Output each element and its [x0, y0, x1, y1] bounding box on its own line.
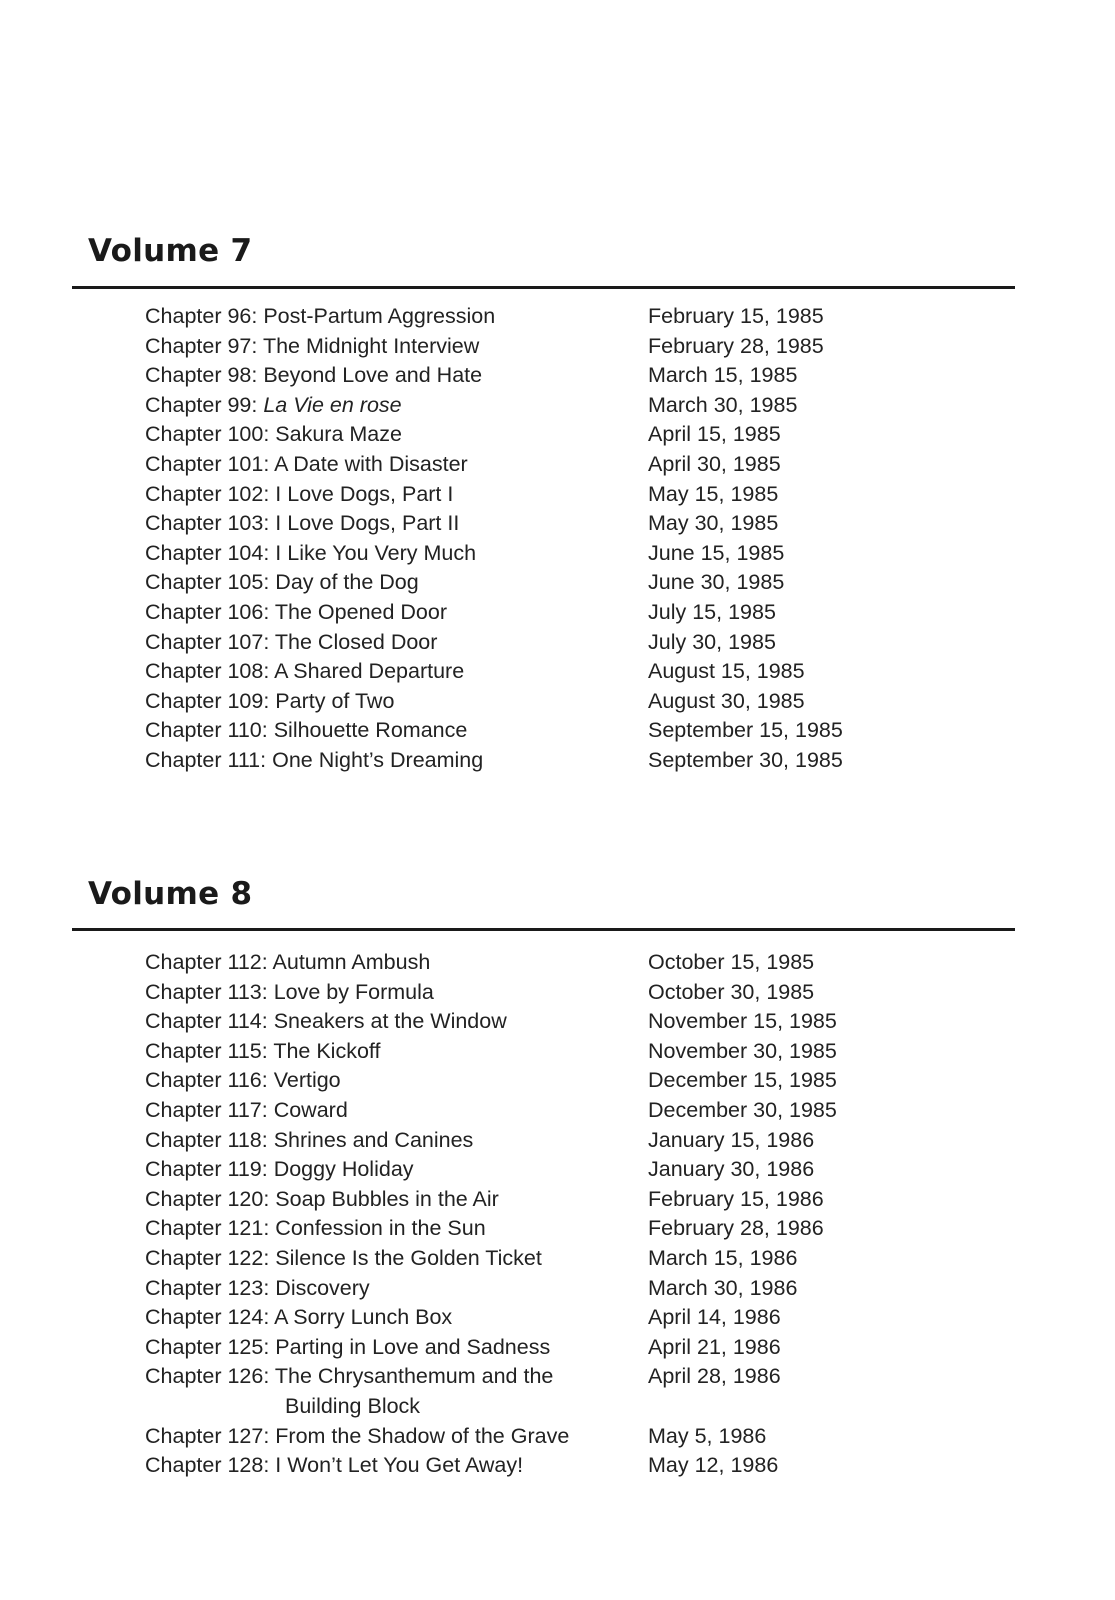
chapter-row [145, 509, 975, 539]
chapter-name: I Love Dogs, Part I [275, 481, 454, 506]
chapter-name: The Chrysanthemum and the [274, 1364, 554, 1389]
chapter-title [145, 1422, 648, 1452]
chapter-number: Chapter 106: [145, 599, 270, 624]
chapter-title [145, 1007, 648, 1037]
chapter-title [145, 1451, 648, 1481]
chapter-title [145, 1066, 648, 1096]
chapter-title [145, 948, 648, 978]
chapter-row [145, 391, 975, 421]
chapter-title [145, 598, 648, 628]
chapter-title [145, 1244, 648, 1274]
chapter-title [145, 978, 648, 1008]
section-divider [72, 286, 1015, 289]
chapter-number: Chapter 119: [145, 1157, 268, 1182]
chapter-number: Chapter 102: [145, 481, 270, 506]
chapter-row [145, 450, 975, 480]
chapter-date: January 30, 1986 [648, 1157, 815, 1182]
chapter-name: Silence Is the Golden Ticket [275, 1245, 542, 1270]
chapter-date: April 30, 1985 [648, 451, 781, 476]
volume-title: Volume 7 [88, 233, 253, 269]
chapter-row [145, 1066, 975, 1096]
chapter-name: Coward [273, 1097, 348, 1122]
chapter-row [145, 598, 975, 628]
chapter-date: January 15, 1986 [648, 1127, 815, 1152]
chapter-title [145, 509, 648, 539]
chapter-title [145, 539, 648, 569]
chapter-date: March 30, 1986 [648, 1275, 798, 1300]
chapter-name: Doggy Holiday [273, 1157, 414, 1182]
chapter-list [145, 948, 975, 1481]
chapter-row [145, 1274, 975, 1304]
chapter-title [145, 480, 648, 510]
chapter-date: February 28, 1985 [648, 333, 824, 358]
chapter-number: Chapter 96: [145, 304, 258, 328]
chapter-date: December 30, 1985 [648, 1097, 837, 1122]
chapter-name: I Love Dogs, Part II [275, 511, 460, 536]
chapter-row [145, 332, 975, 362]
chapter-date: April 14, 1986 [648, 1305, 781, 1330]
chapter-name: Shrines and Canines [273, 1127, 474, 1152]
chapter-row [145, 687, 975, 717]
chapter-row [145, 716, 975, 746]
chapter-row [145, 302, 975, 332]
chapter-date: September 30, 1985 [648, 747, 843, 772]
chapter-title [145, 1096, 648, 1126]
chapter-row [145, 1037, 975, 1067]
chapter-name: A Shared Departure [274, 659, 465, 684]
chapter-name: A Sorry Lunch Box [274, 1305, 453, 1330]
chapter-name: Sneakers at the Window [273, 1009, 507, 1034]
chapter-number: Chapter 113: [145, 979, 268, 1004]
chapter-number: Chapter 114: [145, 1009, 268, 1034]
chapter-number: Chapter 109: [145, 688, 270, 713]
chapter-title [145, 1333, 648, 1363]
chapter-date: May 5, 1986 [648, 1423, 767, 1448]
chapter-row [145, 1362, 975, 1421]
chapter-number: Chapter 97: [145, 333, 258, 358]
chapter-row [145, 361, 975, 391]
chapter-name: Post-Partum Aggression [263, 304, 496, 328]
chapter-date: March 15, 1985 [648, 363, 798, 388]
chapter-row [145, 1244, 975, 1274]
chapter-number: Chapter 116: [145, 1068, 268, 1093]
chapter-name: Soap Bubbles in the Air [275, 1186, 499, 1211]
chapter-name: Confession in the Sun [275, 1216, 486, 1241]
chapter-number: Chapter 104: [145, 540, 270, 565]
section-divider [72, 928, 1015, 931]
chapter-name: I Won’t Let You Get Away! [275, 1453, 524, 1478]
chapter-name: Autumn Ambush [272, 950, 431, 974]
chapter-number: Chapter 115: [145, 1038, 268, 1063]
chapter-name: Parting in Love and Sadness [275, 1334, 551, 1359]
volume-title: Volume 8 [88, 876, 253, 912]
chapter-number: Chapter 99: [145, 392, 258, 417]
chapter-name: A Date with Disaster [274, 451, 468, 476]
chapter-name: Day of the Dog [275, 570, 419, 595]
chapter-list [145, 302, 975, 776]
chapter-number: Chapter 107: [145, 629, 270, 654]
chapter-number: Chapter 128: [145, 1453, 270, 1478]
chapter-row [145, 657, 975, 687]
chapter-name: Discovery [275, 1275, 370, 1300]
chapter-name: I Like You Very Much [275, 540, 477, 565]
chapter-name: Love by Formula [273, 979, 434, 1004]
chapter-date: August 30, 1985 [648, 688, 805, 713]
chapter-title [145, 628, 648, 658]
chapter-title [145, 1126, 648, 1156]
chapter-row [145, 1303, 975, 1333]
chapter-title [145, 1214, 648, 1244]
chapter-date: June 15, 1985 [648, 540, 785, 565]
chapter-date: February 15, 1986 [648, 1186, 824, 1211]
chapter-date: July 30, 1985 [648, 629, 776, 654]
chapter-name: The Midnight Interview [262, 333, 480, 358]
chapter-row [145, 480, 975, 510]
chapter-row [145, 1333, 975, 1363]
chapter-name: Silhouette Romance [273, 718, 468, 743]
chapter-name: Vertigo [273, 1068, 341, 1093]
chapter-row [145, 628, 975, 658]
chapter-name: The Kickoff [273, 1038, 381, 1063]
chapter-number: Chapter 100: [145, 422, 270, 447]
chapter-number: Chapter 108: [145, 659, 270, 684]
chapter-title [145, 568, 648, 598]
chapter-title [145, 716, 648, 746]
chapter-name: Beyond Love and Hate [263, 363, 483, 388]
chapter-number: Chapter 121: [145, 1216, 270, 1241]
chapter-date: February 28, 1986 [648, 1216, 824, 1241]
chapter-date: May 12, 1986 [648, 1453, 779, 1478]
chapter-row [145, 978, 975, 1008]
chapter-title [145, 1362, 648, 1421]
chapter-title [145, 1274, 648, 1304]
chapter-number: Chapter 124: [145, 1305, 270, 1330]
chapter-date: November 30, 1985 [648, 1038, 837, 1063]
chapter-date: May 30, 1985 [648, 511, 779, 536]
chapter-row [145, 948, 975, 978]
chapter-date: September 15, 1985 [648, 718, 843, 743]
chapter-name: From the Shadow of the Grave [275, 1423, 570, 1448]
chapter-name: One Night’s Dreaming [272, 747, 484, 772]
chapter-row [145, 1451, 975, 1481]
chapter-date: June 30, 1985 [648, 570, 785, 595]
chapter-date: May 15, 1985 [648, 481, 779, 506]
chapter-number: Chapter 112: [145, 950, 268, 974]
chapter-name: Sakura Maze [275, 422, 402, 447]
chapter-date: July 15, 1985 [648, 599, 776, 624]
chapter-name: The Opened Door [274, 599, 448, 624]
chapter-date: March 15, 1986 [648, 1245, 798, 1270]
chapter-row [145, 1185, 975, 1215]
chapter-date: April 21, 1986 [648, 1334, 781, 1359]
chapter-title [145, 1155, 648, 1185]
chapter-date: February 15, 1985 [648, 304, 824, 328]
chapter-title [145, 1303, 648, 1333]
chapter-row [145, 1214, 975, 1244]
chapter-number: Chapter 122: [145, 1245, 270, 1270]
chapter-title [145, 302, 648, 332]
chapter-date: March 30, 1985 [648, 392, 798, 417]
chapter-title [145, 657, 648, 687]
chapter-number: Chapter 103: [145, 511, 270, 536]
chapter-row [145, 420, 975, 450]
chapter-number: Chapter 127: [145, 1423, 270, 1448]
chapter-name: Party of Two [275, 688, 395, 713]
chapter-number: Chapter 105: [145, 570, 270, 595]
chapter-date: April 15, 1985 [648, 422, 781, 447]
chapter-title [145, 391, 648, 421]
chapter-number: Chapter 98: [145, 363, 258, 388]
chapter-number: Chapter 125: [145, 1334, 270, 1359]
chapter-name: The Closed Door [274, 629, 438, 654]
chapter-row [145, 568, 975, 598]
chapter-number: Chapter 111: [145, 747, 267, 772]
chapter-title [145, 420, 648, 450]
chapter-name: La Vie en rose [263, 392, 402, 417]
chapter-row [145, 1422, 975, 1452]
chapter-row [145, 1155, 975, 1185]
chapter-number: Chapter 123: [145, 1275, 270, 1300]
chapter-date: October 30, 1985 [648, 979, 815, 1004]
chapter-number: Chapter 126: [145, 1364, 270, 1389]
chapter-row [145, 1007, 975, 1037]
chapter-number: Chapter 117: [145, 1097, 268, 1122]
chapter-row [145, 1126, 975, 1156]
chapter-number: Chapter 101: [145, 451, 270, 476]
chapter-date: October 15, 1985 [648, 950, 815, 974]
chapter-row [145, 746, 975, 776]
chapter-title [145, 687, 648, 717]
chapter-date: April 28, 1986 [648, 1364, 781, 1389]
chapter-title [145, 1185, 648, 1215]
chapter-number: Chapter 118: [145, 1127, 268, 1152]
chapter-title [145, 1037, 648, 1067]
chapter-date: November 15, 1985 [648, 1009, 837, 1034]
chapter-number: Chapter 110: [145, 718, 268, 743]
chapter-title [145, 361, 648, 391]
chapter-title [145, 746, 648, 776]
chapter-row [145, 539, 975, 569]
chapter-row [145, 1096, 975, 1126]
chapter-number: Chapter 120: [145, 1186, 270, 1211]
chapter-title [145, 332, 648, 362]
chapter-date: August 15, 1985 [648, 659, 805, 684]
chapter-date: December 15, 1985 [648, 1068, 837, 1093]
chapter-name-continuation: Building Block [285, 1393, 421, 1418]
chapter-title [145, 450, 648, 480]
